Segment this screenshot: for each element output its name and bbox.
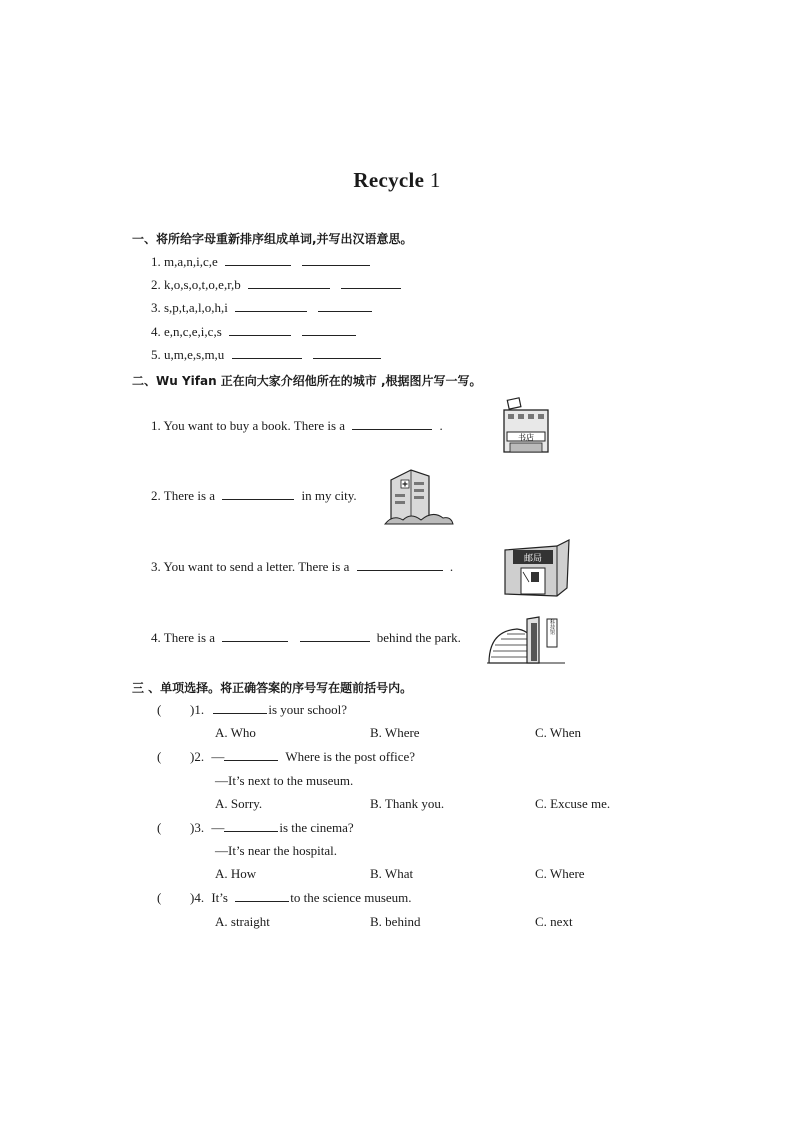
answer-blank[interactable] [229, 334, 291, 336]
post-office-icon [501, 538, 573, 600]
s1-item-5: 5. u,m,e,s,m,u [151, 347, 385, 363]
s1-item-4: 4. e,n,c,e,i,c,s [151, 324, 360, 340]
science-museum-icon [487, 615, 567, 665]
answer-blank[interactable] [357, 569, 443, 571]
s1-letters: e,n,c,e,i,c,s [164, 324, 222, 339]
q4-stem: )4. It’s to the science museum. [190, 890, 412, 905]
q3-option-a[interactable]: A. How [215, 866, 257, 881]
q2-option-a[interactable]: A. Sorry. [215, 796, 263, 811]
meaning-blank[interactable] [302, 264, 370, 266]
q2-option-c[interactable]: C. Excuse me. [535, 796, 611, 811]
meaning-blank[interactable] [341, 287, 401, 289]
s1-letters: k,o,s,o,t,o,e,r,b [164, 277, 241, 292]
s2-item-2: 2. There is a in my city. [151, 488, 357, 503]
answer-blank[interactable] [248, 287, 330, 289]
q3-stem: )3. — is the cinema? [190, 820, 354, 835]
bookstore-sign: 书店 [518, 433, 534, 442]
answer-blank[interactable] [224, 759, 278, 761]
q1-paren[interactable]: ( [157, 702, 162, 717]
q2-paren[interactable]: ( [157, 749, 162, 764]
s1-item-1: 1. m,a,n,i,c,e [151, 254, 374, 270]
section3-heading: 三 、单项选择。将正确答案的序号写在题前括号内。 [132, 681, 413, 695]
q3-option-c[interactable]: C. Where [535, 866, 585, 881]
answer-blank-2[interactable] [300, 640, 370, 642]
s1-letters: s,p,t,a,l,o,h,i [164, 300, 228, 315]
q4-option-a[interactable]: A. straight [215, 914, 270, 929]
answer-blank[interactable] [222, 498, 294, 500]
title-word: Recycle [353, 168, 425, 192]
meaning-blank[interactable] [302, 334, 356, 336]
s1-item-3: 3. s,p,t,a,l,o,h,i [151, 300, 376, 316]
s1-item-2: 2. k,o,s,o,t,o,e,r,b [151, 277, 405, 293]
q2-stem: )2. — Where is the post office? [190, 749, 416, 764]
q3-option-b[interactable]: B. What [370, 866, 414, 881]
s1-letters: u,m,e,s,m,u [164, 347, 225, 362]
q1-option-a[interactable]: A. Who [215, 725, 256, 740]
q1-option-c[interactable]: C. When [535, 725, 581, 740]
q4-option-c[interactable]: C. next [535, 914, 573, 929]
s2-item-3: 3. You want to send a letter. There is a . [151, 559, 454, 574]
section1-heading: 一、将所给字母重新排序组成单词,并写出汉语意思。 [132, 232, 413, 246]
answer-blank[interactable] [213, 712, 267, 714]
q3-paren[interactable]: ( [157, 820, 162, 835]
post-office-sign: 邮局 [523, 554, 543, 564]
answer-blank[interactable] [235, 310, 307, 312]
meaning-blank[interactable] [313, 357, 381, 359]
q1-stem: )1. is your school? [190, 702, 348, 717]
answer-blank[interactable] [235, 900, 289, 902]
s2-item-4: 4. There is a behind the park. [151, 630, 461, 645]
answer-blank[interactable] [232, 357, 302, 359]
answer-blank[interactable] [225, 264, 291, 266]
s2-item-1: 1. You want to buy a book. There is a . [151, 418, 443, 433]
answer-blank[interactable] [222, 640, 288, 642]
q2-option-b[interactable]: B. Thank you. [370, 796, 445, 811]
q3-reply: —It’s near the hospital. [215, 843, 338, 858]
answer-blank[interactable] [352, 428, 432, 430]
section2-heading: 二、Wu Yifan 正在向大家介绍他所在的城市 ,根据图片写一写。 [132, 374, 482, 388]
page-title [0, 168, 794, 193]
answer-blank[interactable] [224, 830, 278, 832]
q1-option-b[interactable]: B. Where [370, 725, 420, 740]
q2-reply: —It’s next to the museum. [215, 773, 354, 788]
meaning-blank[interactable] [318, 310, 372, 312]
bookstore-icon [500, 396, 552, 454]
title-number: 1 [429, 168, 441, 192]
q4-paren[interactable]: ( [157, 890, 162, 905]
museum-sign: 科技馆 [549, 619, 555, 635]
hospital-icon [381, 466, 455, 526]
q4-option-b[interactable]: B. behind [370, 914, 421, 929]
s1-letters: m,a,n,i,c,e [164, 254, 218, 269]
